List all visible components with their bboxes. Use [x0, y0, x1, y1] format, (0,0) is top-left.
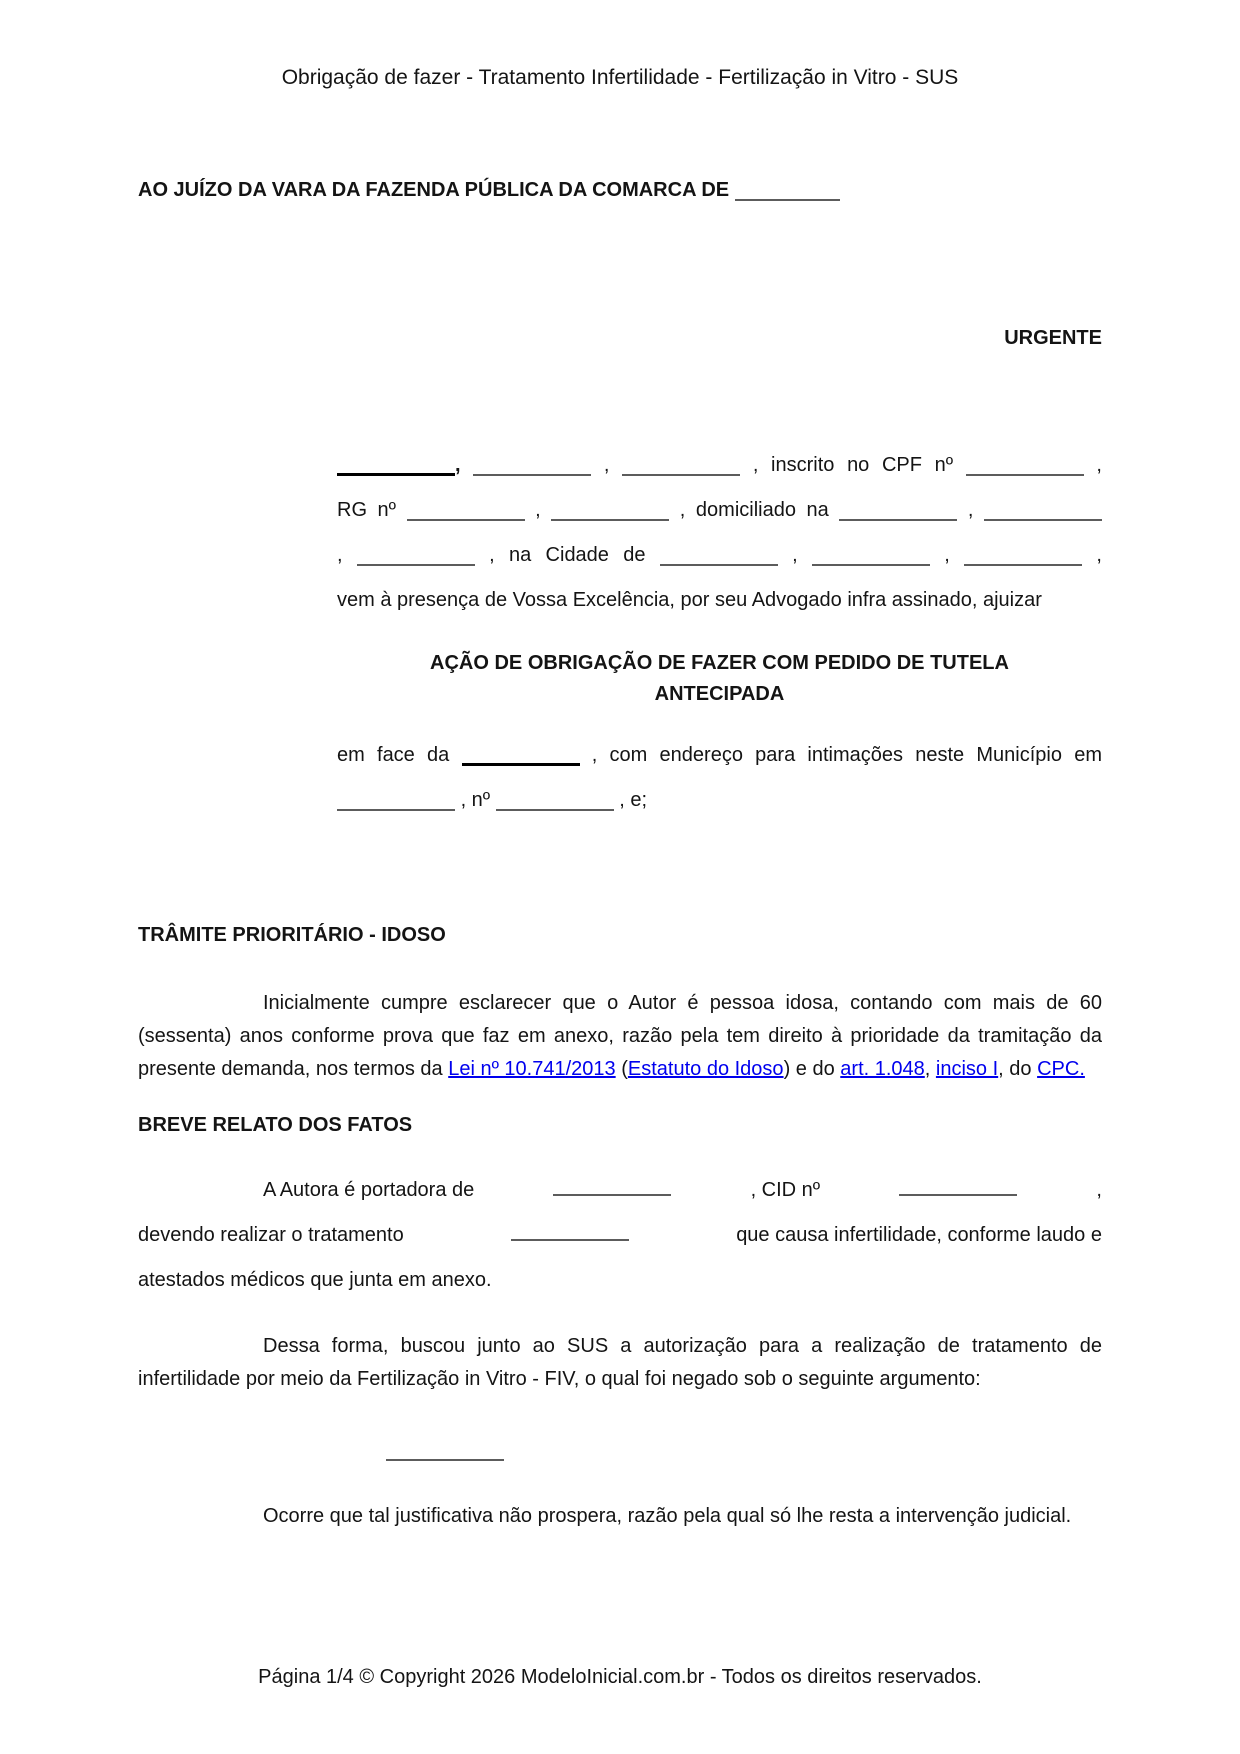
numero-blank — [496, 789, 614, 811]
inciso-i-link[interactable]: inciso I — [935, 1058, 999, 1080]
fatos-heading: BREVE RELATO DOS FATOS — [138, 1114, 413, 1136]
tramite-heading: TRÂMITE PRIORITÁRIO - IDOSO — [138, 924, 446, 946]
comma: , — [1096, 544, 1102, 566]
tramite-text: Inicialmente cumpre esclarecer que o Autor é pessoa idosa, contando com mais de 60 (sessenta) anos conforme prova que faz em anexo, razão pela tem direito à prioridade da tramitação da presente demanda, nos termos da — [138, 992, 1102, 1080]
qualification-blank-9 — [357, 544, 475, 566]
qualification-blank-3 — [622, 454, 740, 476]
comma: , — [455, 454, 461, 476]
qualification-blank-12 — [964, 544, 1082, 566]
defendant-text: em face da — [337, 744, 450, 766]
qualification-line-2 — [337, 488, 1102, 533]
autora-line-3: atestados médicos que junta em anexo. — [138, 1269, 492, 1291]
lei-10741-link[interactable]: Lei nº 10.741/2013 — [448, 1058, 616, 1080]
comma: , — [752, 454, 759, 476]
comma: , — [1096, 454, 1102, 476]
comma: , — [337, 544, 343, 566]
estatuto-idoso-link[interactable]: Estatuto do Idoso — [627, 1058, 784, 1080]
comma: , — [967, 499, 974, 521]
defendant-text: , e; — [619, 789, 648, 811]
qualification-text: , na Cidade de — [489, 544, 646, 566]
action-heading-text: AÇÃO DE OBRIGAÇÃO DE FAZER COM PEDIDO DE TUTELA ANTECIPADA — [430, 652, 1009, 705]
tramite-paragraph — [138, 987, 1102, 1086]
cpf-blank — [966, 454, 1084, 476]
tramite-text: , — [924, 1058, 931, 1080]
party-qualification — [337, 443, 1102, 623]
qualification-text: , domiciliado na — [679, 499, 829, 521]
addressee-line — [138, 178, 1102, 202]
qualification-blank-11 — [812, 544, 930, 566]
endereco-blank — [839, 499, 957, 521]
action-heading — [337, 648, 1102, 710]
page-title: Obrigação de fazer - Tratamento Infertilidade - Fertilização in Vitro - SUS — [281, 66, 959, 89]
cpc-link[interactable]: CPC. — [1037, 1058, 1085, 1080]
qualification-blank-8 — [984, 499, 1102, 521]
qualification-line-3 — [337, 533, 1102, 578]
tramite-text: ( — [621, 1058, 628, 1080]
comma: , — [535, 499, 541, 521]
comma: , — [792, 544, 798, 566]
cidade-blank — [660, 544, 778, 566]
defendant-line-2 — [337, 778, 1102, 823]
endereco-reu-blank — [337, 789, 455, 811]
addressee-text: AO JUÍZO DA VARA DA FAZENDA PÚBLICA DA COMARCA DE — [138, 179, 730, 201]
comarca-blank — [735, 179, 840, 201]
argumento-row — [138, 1434, 1102, 1467]
defendant-text: , com endereço para intimações neste Município em — [591, 744, 1102, 766]
ocorre-paragraph: Ocorre que tal justificativa não prospera, razão pela qual só lhe resta a intervenção judicial. — [263, 1505, 1072, 1527]
comma: , — [944, 544, 950, 566]
comma: , — [1096, 1179, 1102, 1201]
rg-blank — [407, 499, 525, 521]
autora-text: devendo realizar o tratamento — [138, 1224, 404, 1246]
art-1048-link[interactable]: art. 1.048 — [840, 1058, 925, 1080]
doenca-blank — [553, 1174, 671, 1196]
defendant-line-1 — [337, 733, 1102, 778]
defendant-text: , nº — [460, 789, 491, 811]
autora-text: A Autora é portadora de — [263, 1179, 475, 1201]
autora-paragraph — [138, 1168, 1102, 1303]
autora-line-1 — [138, 1168, 1102, 1213]
qualification-text: inscrito no CPF nº — [771, 454, 954, 476]
tratamento-blank — [511, 1219, 629, 1241]
comma: , — [603, 454, 610, 476]
autor-nome-blank — [337, 453, 455, 476]
qualification-text: RG nº — [337, 499, 396, 521]
qualification-line-4: vem à presença de Vossa Excelência, por seu Advogado infra assinado, ajuizar — [337, 589, 1042, 611]
defendant-paragraph — [337, 733, 1102, 823]
tramite-text: ) e do — [783, 1058, 835, 1080]
urgent-label: URGENTE — [1004, 327, 1102, 349]
qualification-line-1 — [337, 443, 1102, 488]
tramite-text: , do — [998, 1058, 1032, 1080]
autora-line-2 — [138, 1213, 1102, 1258]
autora-text: que causa infertilidade, conforme laudo e — [736, 1224, 1102, 1246]
qualification-blank-2 — [473, 454, 591, 476]
argumento-blank — [386, 1439, 504, 1461]
autora-text: , CID nº — [750, 1179, 821, 1201]
qualification-blank-6 — [551, 499, 669, 521]
reu-blank — [462, 743, 580, 766]
page-footer: Página 1/4 © Copyright 2026 ModeloInicial.com.br - Todos os direitos reservados. — [258, 1666, 982, 1688]
cid-blank — [899, 1174, 1017, 1196]
dessa-forma-paragraph: Dessa forma, buscou junto ao SUS a autorização para a realização de tratamento de infertilidade por meio da Fertilização in Vitro - FIV, o qual foi negado sob o seguinte argumento: — [138, 1335, 1102, 1390]
